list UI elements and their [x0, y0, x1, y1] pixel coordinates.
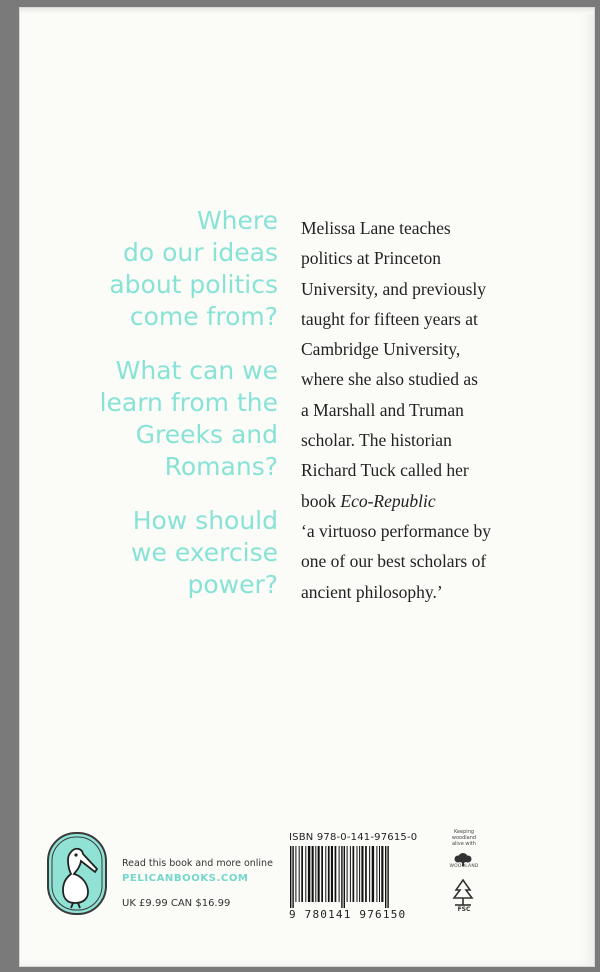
question-line: What can we [115, 356, 278, 385]
author-bio [301, 213, 531, 607]
bio-line: Melissa Lane teaches [301, 218, 451, 238]
quote-line: one of our best scholars of [301, 551, 487, 572]
barcode-digits: 9 780141 976150 [289, 908, 407, 921]
woodland-label: WOODLAND [449, 864, 479, 869]
bio-line: Richard Tuck called her [301, 460, 469, 481]
quote-line: ‘a virtuoso performance by [301, 520, 491, 541]
bio-line: where she also studied as [301, 369, 478, 390]
question-line: How should [132, 506, 278, 535]
woodland-text: Keeping woodland alive with [451, 829, 477, 847]
isbn-label: ISBN 978-0-141-97615-0 [289, 832, 418, 843]
bio-line: taught for fifteen years at [301, 308, 478, 329]
question-line: Greeks and [135, 420, 278, 449]
bio-line: scholar. The historian [301, 430, 452, 451]
cover-edge [20, 8, 594, 14]
bio-line: Cambridge University, [301, 339, 461, 360]
question-line: Where [196, 206, 278, 235]
fsc-tree-icon [450, 878, 476, 908]
price: UK £9.99 CAN $16.99 [122, 898, 231, 909]
question-3 [60, 505, 278, 601]
question-line: we exercise [131, 538, 278, 567]
book-title: Eco-Republic [340, 490, 436, 511]
question-line: Romans? [164, 452, 278, 481]
question-1 [60, 205, 278, 333]
question-line: learn from the [99, 388, 278, 417]
quote-line: ancient philosophy.’ [301, 581, 443, 602]
fsc-label: FSC [457, 906, 471, 913]
promo-text: Read this book and more online [122, 858, 273, 869]
question-line: about politics [109, 270, 278, 299]
barcode [288, 846, 443, 908]
pelican-icon [47, 832, 107, 915]
question-line: power? [187, 570, 278, 599]
question-line: come from? [129, 302, 278, 331]
promo-block [122, 858, 273, 884]
questions-block [60, 205, 278, 623]
book-prefix: book [301, 490, 341, 511]
bio-line: politics at Princeton [301, 248, 441, 269]
bio-book-line [301, 486, 531, 516]
bio-line: a Marshall and Truman [301, 399, 464, 420]
question-2 [60, 355, 278, 483]
website-link[interactable]: PELICANBOOKS.COM [122, 873, 249, 884]
question-line: do our ideas [122, 238, 278, 267]
bio-line: University, and previously [301, 278, 487, 299]
